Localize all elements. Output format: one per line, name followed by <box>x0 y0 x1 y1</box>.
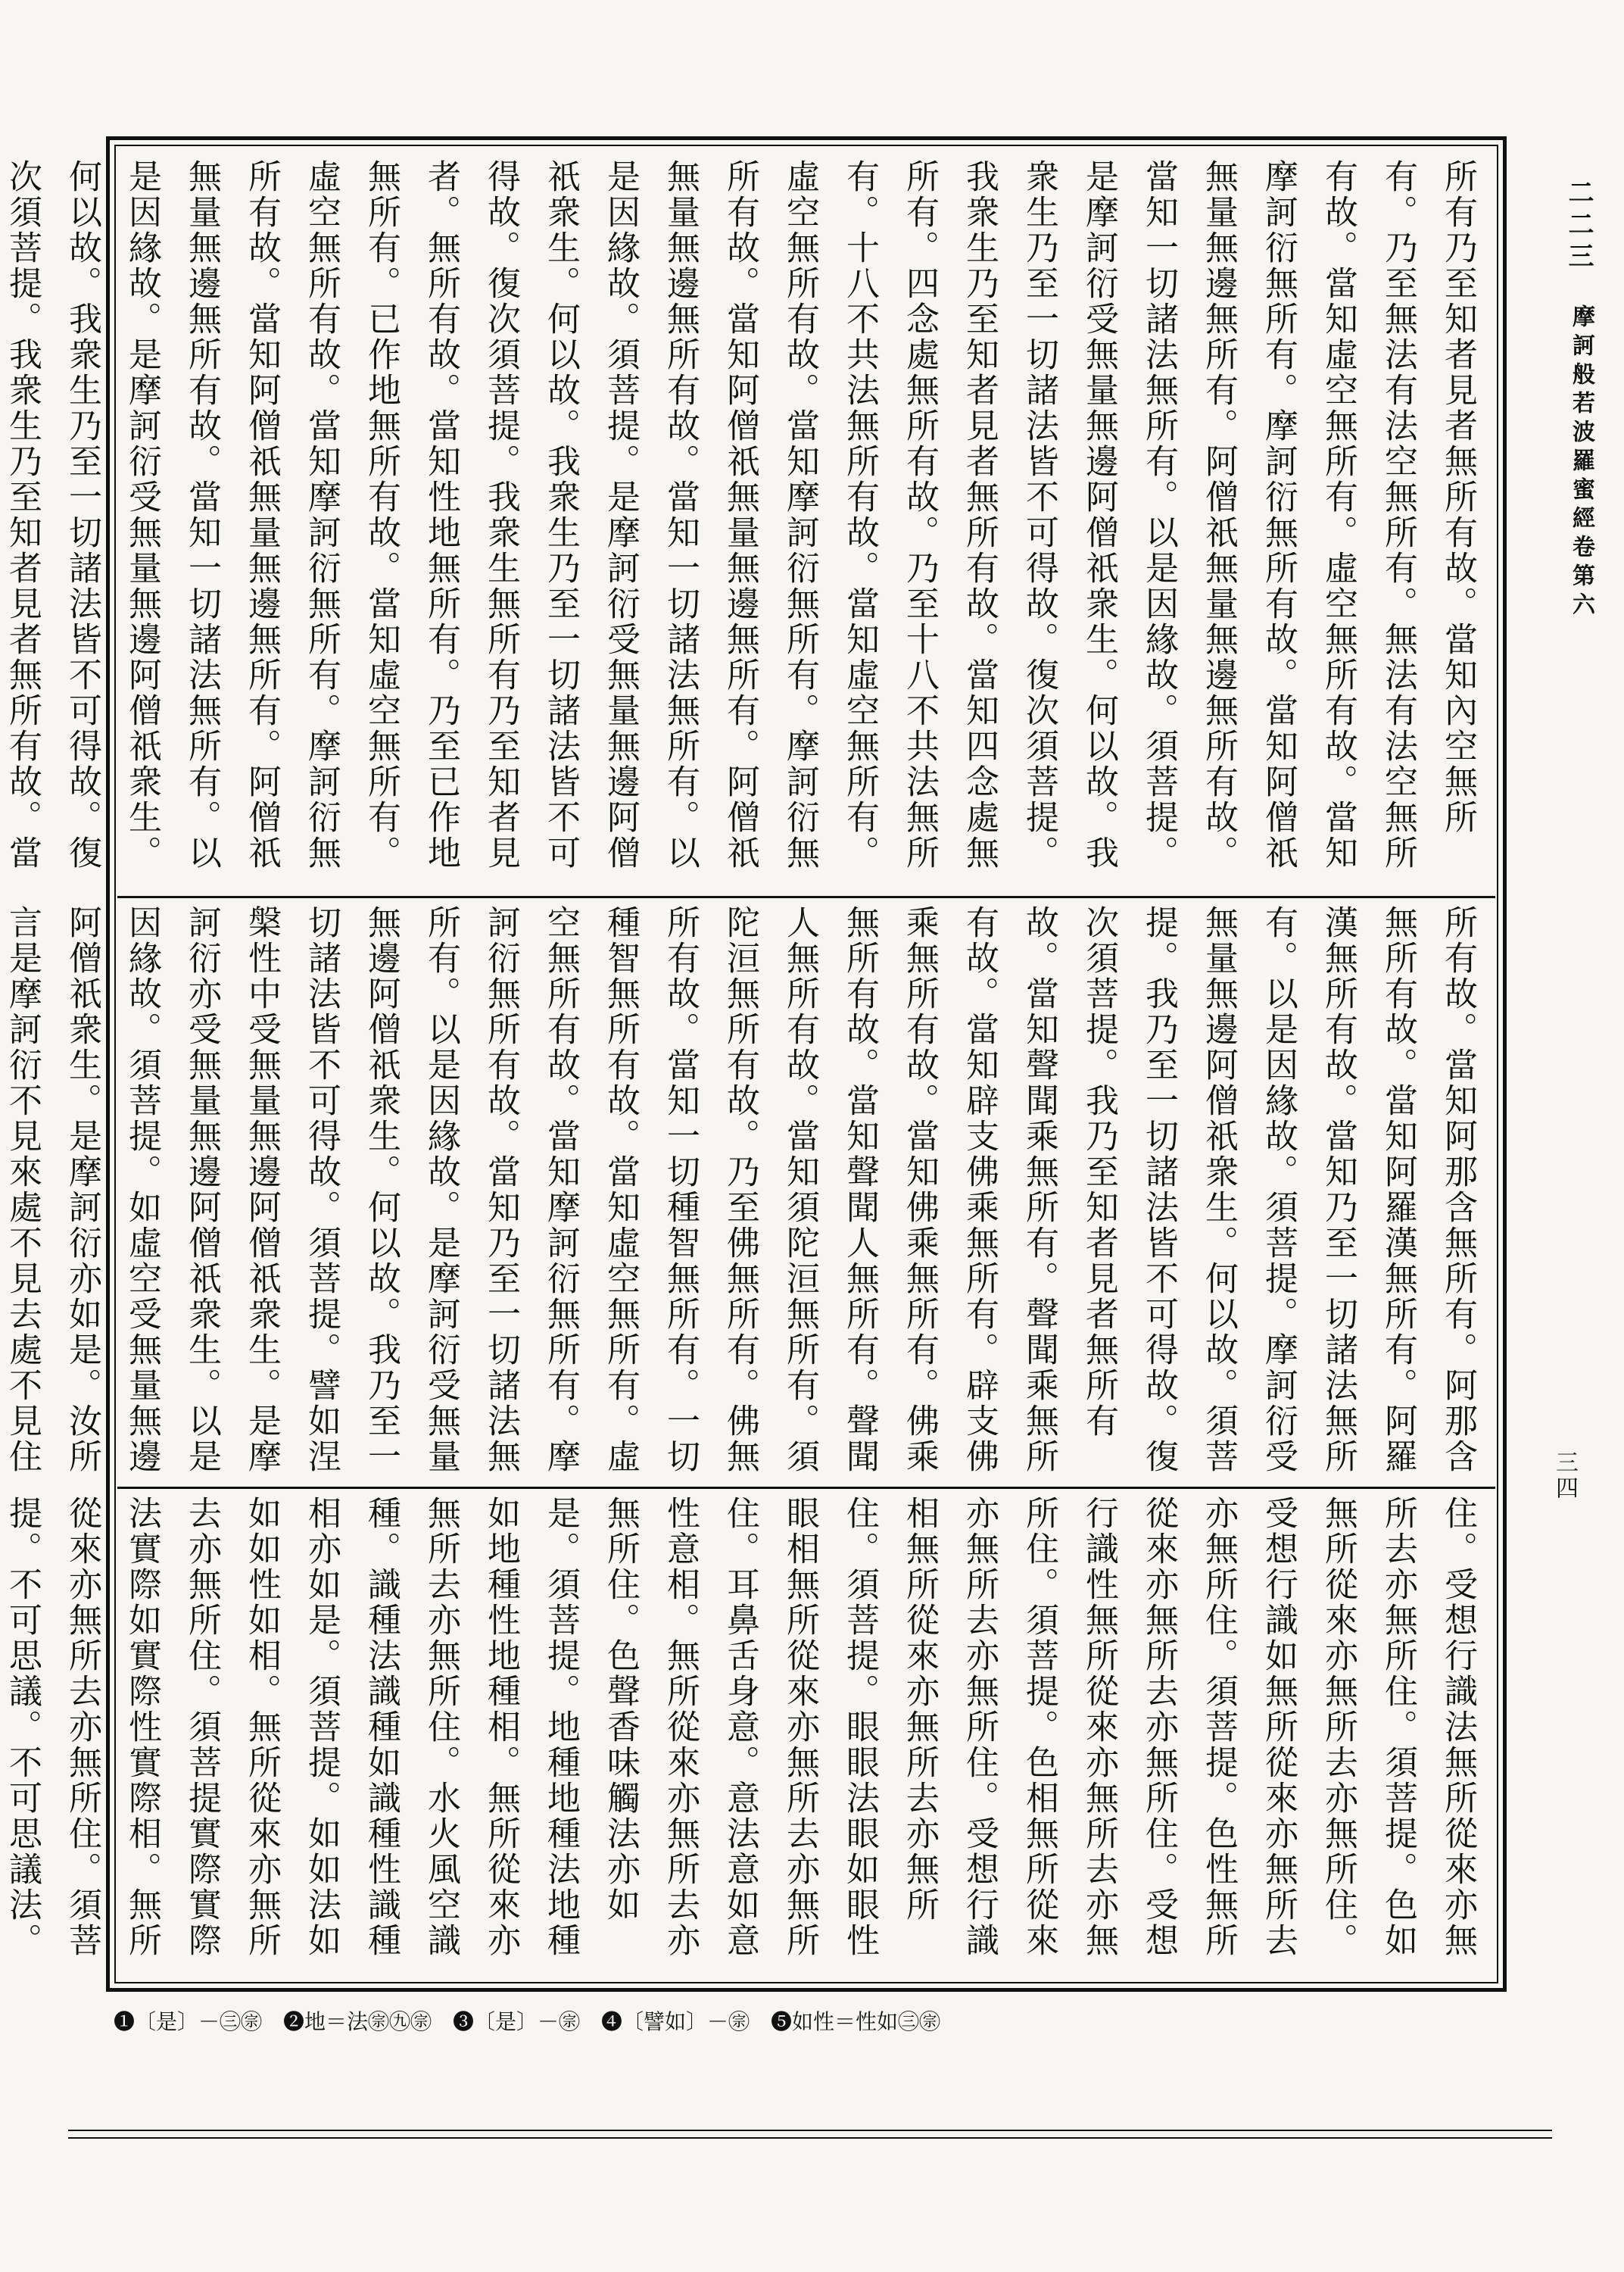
bottom-rule <box>68 2137 1552 2139</box>
register-divider <box>117 1487 1495 1489</box>
register-lower <box>3 1496 1488 1980</box>
text-frame <box>3 136 1507 1992</box>
footnotes: ❶〔是〕－㊂㊪ ❷地＝法㊪㊈㊪ ❸〔是〕－㊪ ❹〔譬如〕－㊪ ❺如性＝性如㊂㊪ <box>114 2009 941 2034</box>
register-text: 所有故。當知阿那含無所有。阿那含無所有故。當知阿羅漢無所有。阿羅漢無所有故。當知乃至一切諸法無所有。以是因緣故。須菩提。摩訶衍受無量無邊阿僧祇衆生。何以故。須菩提。我乃至一切諸法皆不可得故。復次須菩提。我乃至知者見者無所有故。當知聲聞乘無所有。聲聞乘無所有故。當知辟支佛乘無所有。辟支佛乘無所有故。當知佛乘無所有。佛乘無所有故。當知聲聞人無所有。聲聞人無所有故。當知須陀洹無所有。須陀洹無所有故。乃至佛無所有。佛無所有故。當知一切種智無所有。一切種智無所有故。當知虛空無所有。虛空無所有故。當知摩訶衍無所有。摩訶衍無所有故。當知乃至一切諸法無所有。以是因緣故。是摩訶衍受無量無邊阿僧祇衆生。何以故。我乃至一切諸法皆不可得故。須菩提。譬如涅槃性中受無量無邊阿僧祇衆生。是摩訶衍亦受無量無邊阿僧祇衆生。以是因緣故。須菩提。如虛空受無量無邊阿僧祇衆生。是摩訶衍亦如是。汝所言是摩訶衍不見來處不見去處不見住 <box>3 905 1477 1475</box>
marginal-number: 三四 <box>1551 1450 1578 1502</box>
page-header <box>1537 179 1598 822</box>
register-text: 所有乃至知者見者無所有故。當知內空無所有。乃至無法有法空無所有。無法有法空無所有故。當知虛空無所有。虛空無所有故。當知摩訶衍無所有。摩訶衍無所有故。當知阿僧祇無量無邊無所有。阿僧祇無量無邊無所有故。當知一切諸法無所有。以是因緣故。須菩提。是摩訶衍受無量無邊阿僧祇衆生。何以故。我衆生乃至一切諸法皆不可得故。復次須菩提。我衆生乃至知者見者無所有故。當知四念處無所有。四念處無所有故。乃至十八不共法無所有。十八不共法無所有故。當知虛空無所有。虛空無所有故。當知摩訶衍無所有。摩訶衍無所有故。當知阿僧祇無量無邊無所有。阿僧祇無量無邊無所有故。當知一切諸法無所有。以是因緣故。須菩提。是摩訶衍受無量無邊阿僧祇衆生。何以故。我衆生乃至一切諸法皆不可得故。復次須菩提。我衆生無所有乃至知者見者。無所有故。當知性地無所有。乃至已作地無所有。已作地無所有故。當知虛空無所有。虛空無所有故。當知摩訶衍無所有。摩訶衍無所有故。當知阿僧祇無量無邊無所有。阿僧祇無量無邊無所有故。當知一切諸法無所有。以是因緣故。是摩訶衍受無量無邊阿僧祇衆生。何以故。我衆生乃至一切諸法皆不可得故。復次須菩提。我衆生乃至知者見者無所有故。當 <box>3 159 1477 871</box>
register-middle <box>3 905 1488 1481</box>
register-divider <box>117 896 1495 898</box>
page-number: 二二三 <box>1563 179 1594 274</box>
register-upper <box>3 159 1488 890</box>
running-title: 摩訶般若波羅蜜經卷第六 <box>1568 304 1594 621</box>
register-text: 住。受想行識法無所從來亦無所去亦無所住。須菩提。色如無所從來亦無所去亦無所住。受想行識如無所從來亦無所去亦無所住。須菩提。色性無所從來亦無所去亦無所住。受想行識性無所從來亦無所去亦無所住。須菩提。色相無所從來亦無所去亦無所住。受想行識相無所從來亦無所去亦無所住。須菩提。眼眼法眼如眼性眼相無所從來亦無所去亦無所住。耳鼻舌身意。意法意如意性意相。無所從來亦無所去亦無所住。色聲香味觸法亦如是。須菩提。地種地種法地種如地種性地種相。無所從來亦無所去亦無所住。水火風空識種。識種法識種如識種性識種相亦如是。須菩提。如如法如如如性如相。無所從來亦無所去亦無所住。須菩提實際實際法實際如實際性實際相。無所從來亦無所去亦無所住。須菩提。不可思議。不可思議法。 <box>3 1496 1477 1958</box>
bottom-rule <box>68 2130 1552 2131</box>
